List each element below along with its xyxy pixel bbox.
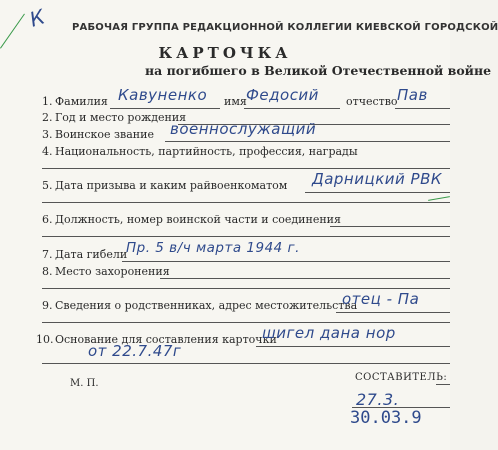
field-underline (305, 192, 450, 193)
field-underline (330, 226, 450, 227)
field-label-birth: Год и место рождения (55, 111, 187, 124)
green-ink-stroke (428, 196, 450, 201)
card-header: РАБОЧАЯ ГРУППА РЕДАКЦИОННОЙ КОЛЛЕГИИ КИЕВСКОЙ ГОРОДСКОЙ (72, 22, 498, 33)
field-underline (256, 346, 450, 347)
field-label-patronymic: отчество (346, 95, 398, 108)
field-underline (122, 261, 450, 262)
field-number: 5. (42, 179, 53, 192)
field-value-basis: шигел дана нор (262, 324, 396, 342)
field-underline (110, 108, 220, 109)
field-number: 7. (42, 248, 53, 261)
card-title: КАРТОЧКА (158, 44, 292, 62)
field-value-death-date: Пр. 5 в/ч марта 1944 г. (126, 240, 300, 256)
field-underline (244, 108, 340, 109)
field-number: 8. (42, 265, 53, 278)
field-label-basis: Основание для составления карточки (55, 333, 277, 346)
field-value-conscription: Дарницкий РВК (312, 170, 443, 188)
field-number: 10. (36, 333, 54, 346)
field-value-basis-date: от 22.7.47г (88, 342, 182, 360)
field-underline (165, 141, 450, 142)
field-underline (42, 322, 450, 323)
field-underline (42, 236, 450, 237)
field-number: 4. (42, 145, 53, 158)
card-subtitle: на погибшего в Великой Отечественной войне (145, 63, 492, 78)
corner-handwritten-mark: К (26, 4, 48, 32)
field-underline (160, 278, 450, 279)
field-label-name: имя (224, 95, 247, 108)
compiler-date-handwritten: 27.3. (356, 390, 400, 409)
field-underline (42, 288, 450, 289)
field-label-burial: Место захоронения (55, 265, 170, 278)
compiler-label: СОСТАВИТЕЛЬ: (355, 372, 448, 383)
field-label-surname: Фамилия (55, 95, 108, 108)
field-label-conscription: Дата призыва и каким райвоенкоматом (55, 179, 288, 192)
field-label-relatives: Сведения о родственниках, адрес местожительства (55, 299, 358, 312)
field-underline (436, 384, 450, 385)
field-number: 3. (42, 128, 53, 141)
field-label-position: Должность, номер воинской части и соединения (55, 213, 341, 226)
field-value-rank: военнослужащий (170, 120, 317, 138)
field-number: 2. (42, 111, 53, 124)
field-underline (42, 202, 450, 203)
field-value-relatives: отец - Па (342, 290, 420, 308)
field-underline (42, 168, 450, 169)
field-underline (395, 108, 450, 109)
field-underline (336, 312, 450, 313)
field-label-death-date: Дата гибели (55, 248, 128, 261)
field-value-name: Федосий (246, 86, 319, 104)
field-underline (42, 363, 450, 364)
field-label-rank: Воинское звание (55, 128, 154, 141)
field-label-nationality: Национальность, партийность, профессия, награды (55, 145, 358, 158)
field-number: 9. (42, 299, 53, 312)
field-value-surname: Кавуненко (118, 86, 208, 104)
field-number: 1. (42, 95, 53, 108)
stamp-date: 30.03.9 (350, 408, 422, 428)
field-value-patronymic: Пав (397, 86, 428, 104)
field-number: 6. (42, 213, 53, 226)
seal-place-label: М. П. (70, 378, 99, 389)
